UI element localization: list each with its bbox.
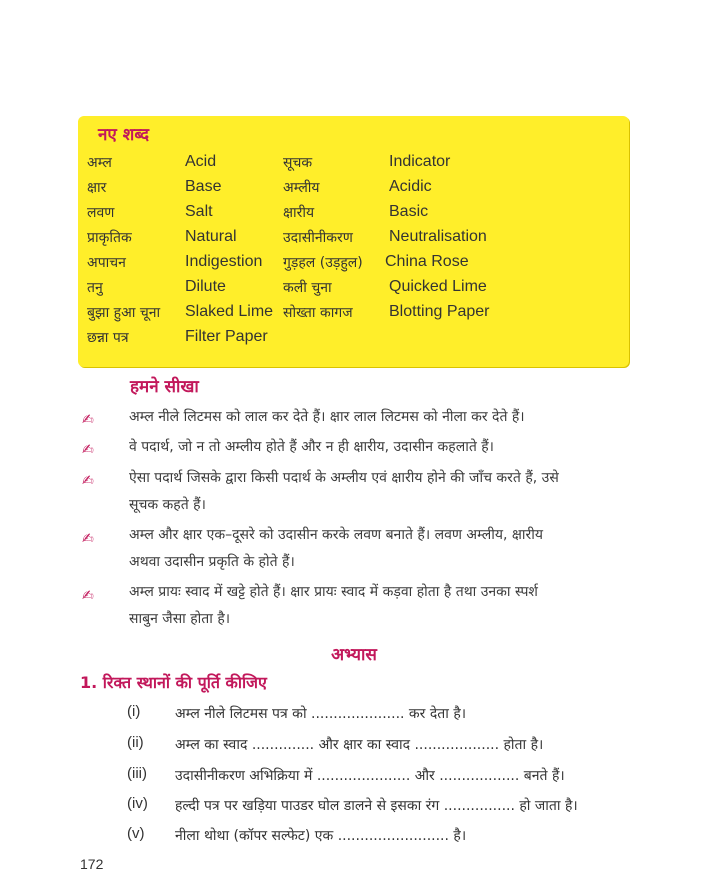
learned-point [129, 404, 634, 431]
learned-line: वे पदार्थ, जो न तो अम्लीय होते हैं और न ही क्षारीय, उदासीन कहलाते हैं। [129, 439, 494, 455]
vocab-english: Dilute [185, 278, 226, 295]
item-number: (iii) [127, 765, 147, 782]
vocab-english: Slaked Lime [185, 303, 274, 320]
vocab-english: Natural [185, 228, 237, 245]
vocab-english: China Rose [385, 253, 469, 270]
learned-point [129, 434, 634, 461]
learned-line: अम्ल नीले लिटमस को लाल कर देते हैं। क्षार लाल लिटमस को नीला कर देते हैं। [129, 409, 525, 425]
vocab-english: Acid [185, 153, 217, 170]
vocab-hindi: सूचक [283, 155, 313, 171]
fill-blank-item: अम्ल का स्वाद .............. और क्षार का स्वाद ................... होता है। [175, 737, 544, 753]
vocab-row [78, 178, 629, 203]
vocab-hindi: तनु [87, 280, 103, 296]
learned-line: अम्ल और क्षार एक–दूसरे को उदासीन करके लवण बनाते हैं। लवण अम्लीय, क्षारीय [129, 527, 544, 543]
item-number: (i) [127, 703, 141, 720]
new-words-title: नए शब्द [98, 125, 150, 145]
learned-point [129, 579, 634, 633]
vocab-hindi: प्राकृतिक [87, 230, 132, 246]
new-words-box [78, 116, 629, 367]
question-title: 1. रिक्त स्थानों की पूर्ति कीजिए [80, 673, 267, 692]
vocab-row [78, 253, 629, 278]
vocab-row [78, 328, 629, 353]
vocab-row [78, 153, 629, 178]
learned-line: साबुन जैसा होता है। [129, 611, 231, 627]
learned-line: अम्ल प्रायः स्वाद में खट्टे होते हैं। क्षार प्रायः स्वाद में कड़वा होता है तथा उनका स्पर्श [129, 584, 538, 600]
vocab-hindi: छन्ना पत्र [87, 330, 129, 346]
writing-hand-icon: ✍ [82, 442, 94, 458]
page-number: 172 [80, 856, 104, 872]
vocab-english: Blotting Paper [389, 303, 490, 320]
vocab-row [78, 303, 629, 328]
vocab-hindi: अम्ल [87, 155, 112, 171]
writing-hand-icon: ✍ [82, 588, 94, 604]
vocab-hindi: बुझा हुआ चूना [87, 305, 161, 321]
item-number: (iv) [127, 795, 148, 812]
vocab-hindi: कली चुना [283, 280, 332, 296]
vocab-english: Basic [389, 203, 429, 220]
vocab-english: Indicator [389, 153, 451, 170]
fill-blank-item: हल्दी पत्र पर खड़िया पाउडर घोल डालने से इसका रंग ................ हो जाता है। [175, 798, 578, 814]
vocab-hindi: गुड़हल (उड़हुल) [283, 255, 363, 271]
learned-point [129, 465, 634, 519]
learned-line: अथवा उदासीन प्रकृति के होते हैं। [129, 554, 295, 570]
fill-blank-item: अम्ल नीले लिटमस पत्र को ..................... कर देता है। [175, 706, 467, 722]
vocab-hindi: अपाचन [87, 255, 126, 271]
vocab-row [78, 228, 629, 253]
vocab-english: Acidic [389, 178, 432, 195]
fill-blank-item: नीला थोथा (कॉपर सल्फेट) एक ......................... है। [175, 828, 467, 844]
item-number: (ii) [127, 734, 144, 751]
vocab-english: Base [185, 178, 222, 195]
vocab-hindi: क्षारीय [283, 205, 315, 221]
vocab-english: Neutralisation [389, 228, 487, 245]
writing-hand-icon: ✍ [82, 412, 94, 428]
vocab-row [78, 278, 629, 303]
vocab-hindi: उदासीनीकरण [283, 230, 353, 246]
item-number: (v) [127, 825, 145, 842]
vocab-hindi: अम्लीय [283, 180, 320, 196]
vocab-english: Quicked Lime [389, 278, 487, 295]
vocab-hindi: सोख्ता कागज [283, 305, 353, 321]
exercise-title: अभ्यास [331, 645, 377, 665]
writing-hand-icon: ✍ [82, 473, 94, 489]
vocab-english: Salt [185, 203, 213, 220]
vocab-row [78, 203, 629, 228]
fill-blank-item: उदासीनीकरण अभिक्रिया में ..................... और .................. बनते हैं। [175, 768, 565, 784]
learned-section-title: हमने सीखा [130, 377, 199, 397]
writing-hand-icon: ✍ [82, 531, 94, 547]
vocab-hindi: क्षार [87, 180, 107, 196]
learned-line: सूचक कहते हैं। [129, 497, 206, 513]
vocab-english: Filter Paper [185, 328, 268, 345]
learned-point [129, 522, 634, 576]
vocab-hindi: लवण [87, 205, 115, 221]
vocab-english: Indigestion [185, 253, 263, 270]
learned-line: ऐसा पदार्थ जिसके द्वारा किसी पदार्थ के अम्लीय एवं क्षारीय होने की जाँच करते हैं, उसे [129, 470, 559, 486]
